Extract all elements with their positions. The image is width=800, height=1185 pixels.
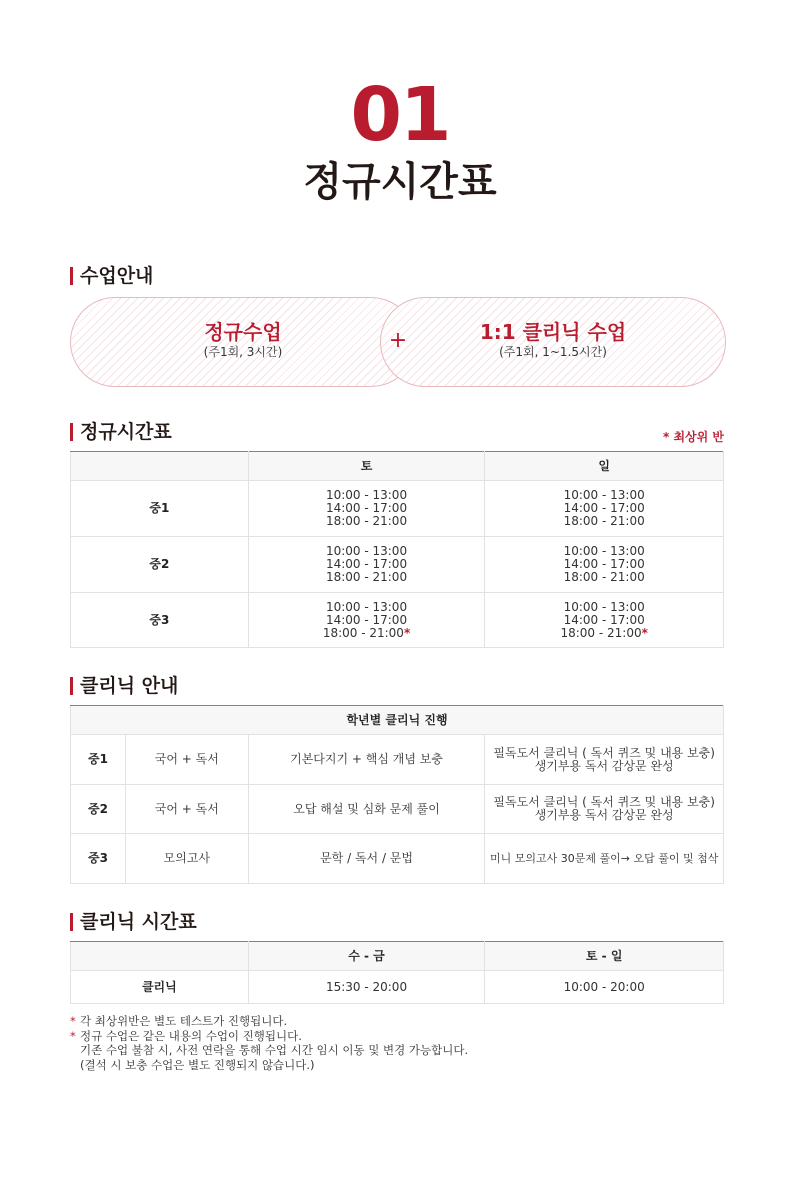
clinic-line: 필독도서 클리닉 ( 독서 퀴즈 및 내용 보충) <box>493 795 715 809</box>
footnote-line: * 정규 수업은 같은 내용의 수업이 진행됩니다. <box>70 1029 468 1044</box>
time-cell <box>485 593 724 648</box>
time-slot: 10:00 - 13:00 <box>563 544 645 558</box>
clinic-class-sub: (주1회, 1~1.5시간) <box>499 345 607 359</box>
clinic-line: 생기부용 독서 감상문 완성 <box>534 758 674 773</box>
time-cell <box>248 537 485 593</box>
top-class-star: * <box>641 625 648 640</box>
table-row <box>71 785 724 834</box>
grade-cell: 중3 <box>71 593 249 648</box>
time-slot: 10:00 - 13:00 <box>325 544 408 558</box>
time-cell <box>248 481 485 537</box>
clinic-cell <box>485 785 724 834</box>
footnote-line: 기존 수업 불참 시, 사전 연락을 통해 수업 시간 임시 이동 및 변경 가능합니다. <box>80 1043 469 1057</box>
regular-class-sub: (주1회, 3시간) <box>203 345 283 359</box>
time-slot: 14:00 - 17:00 <box>325 501 408 515</box>
clinic-line: 미니 모의고사 30문제 풀이→ 오답 풀이 및 첨삭 <box>490 852 719 865</box>
time-slot: 14:00 - 17:00 <box>563 557 645 571</box>
footnote-line: (결석 시 보충 수업은 별도 진행되지 않습니다.) <box>80 1057 315 1072</box>
time-slot-text: 18:00 - 21:00 <box>560 625 642 640</box>
table-header-row <box>71 452 724 481</box>
header-cell-saturday: 토 <box>248 452 485 481</box>
intro-heading: 수업안내 <box>70 266 153 286</box>
content-cell: 기본다지기 + 핵심 개념 보충 <box>248 735 485 785</box>
clinic-heading: 클리닉 안내 <box>70 676 178 696</box>
table-header-row <box>71 942 724 971</box>
table-row <box>71 593 724 648</box>
time-slot: 18:00 - 21:00 <box>325 570 408 584</box>
table-row <box>71 735 724 785</box>
time-slot: 14:00 - 17:00 <box>563 501 645 515</box>
clinic-cell <box>485 735 724 785</box>
table-row <box>71 537 724 593</box>
header-cell-empty <box>71 942 249 971</box>
clinic-schedule-table <box>70 941 724 1004</box>
weekday-time-cell: 15:30 - 20:00 <box>248 971 485 1004</box>
time-slot <box>249 627 485 640</box>
subject-cell: 모의고사 <box>125 834 248 884</box>
clinic-class-pill <box>380 297 726 387</box>
footnote-line: * 각 최상위반은 별도 테스트가 진행됩니다. <box>70 1014 468 1029</box>
time-slot: 14:00 - 17:00 <box>325 612 408 627</box>
grade-cell: 중1 <box>71 735 126 785</box>
regular-class-title: 정규수업 <box>204 320 282 344</box>
time-slot: 18:00 - 21:00 <box>325 514 408 528</box>
top-class-note: * 최상위 반 <box>663 430 724 444</box>
weekend-time-cell: 10:00 - 20:00 <box>485 971 724 1004</box>
grade-cell: 중1 <box>71 481 249 537</box>
time-slot: 10:00 - 13:00 <box>325 599 408 614</box>
content-cell: 문학 / 독서 / 문법 <box>248 834 485 884</box>
schedule-heading: 정규시간표 <box>70 422 172 442</box>
header-cell-sunday: 일 <box>485 452 724 481</box>
clinic-cell <box>485 834 724 884</box>
grade-cell: 중3 <box>71 834 126 884</box>
clinic-table-header: 학년별 클리닉 진행 <box>71 706 724 735</box>
clinic-class-title: 1:1 클리닉 수업 <box>479 320 627 344</box>
subject-cell: 국어 + 독서 <box>125 735 248 785</box>
header-cell-empty <box>71 452 249 481</box>
time-cell <box>485 481 724 537</box>
time-cell <box>485 537 724 593</box>
clinic-info-table <box>70 705 724 884</box>
grade-cell: 중2 <box>71 785 126 834</box>
table-header-row <box>71 706 724 735</box>
page-title: 정규시간표 <box>303 159 497 205</box>
time-cell <box>248 593 485 648</box>
time-slot: 18:00 - 21:00 <box>563 570 645 584</box>
header-cell-weekend: 토 - 일 <box>485 942 724 971</box>
grade-cell: 중2 <box>71 537 249 593</box>
time-slot <box>485 627 723 640</box>
subject-cell: 국어 + 독서 <box>125 785 248 834</box>
table-row <box>71 481 724 537</box>
clinic-schedule-heading: 클리닉 시간표 <box>70 912 197 932</box>
clinic-label-cell: 클리닉 <box>71 971 249 1004</box>
clinic-line: 필독도서 클리닉 ( 독서 퀴즈 및 내용 보충) <box>493 745 715 760</box>
content-cell: 오답 해설 및 심화 문제 풀이 <box>248 785 485 834</box>
regular-class-pill <box>70 297 416 387</box>
plus-icon: + <box>388 328 408 353</box>
regular-schedule-table <box>70 451 724 648</box>
time-slot: 14:00 - 17:00 <box>563 612 645 627</box>
clinic-line: 생기부용 독서 감상문 완성 <box>534 808 674 822</box>
time-slot: 10:00 - 13:00 <box>563 599 645 614</box>
footnotes <box>70 1014 468 1072</box>
time-slot-text: 18:00 - 21:00 <box>322 625 404 640</box>
section-number: 01 <box>350 72 450 158</box>
top-class-star: * <box>403 625 411 640</box>
table-row <box>71 834 724 884</box>
header-cell-weekday: 수 - 금 <box>248 942 485 971</box>
time-slot: 18:00 - 21:00 <box>563 514 645 528</box>
table-row <box>71 971 724 1004</box>
time-slot: 10:00 - 13:00 <box>563 488 645 502</box>
time-slot: 10:00 - 13:00 <box>325 488 408 502</box>
time-slot: 14:00 - 17:00 <box>325 557 408 571</box>
